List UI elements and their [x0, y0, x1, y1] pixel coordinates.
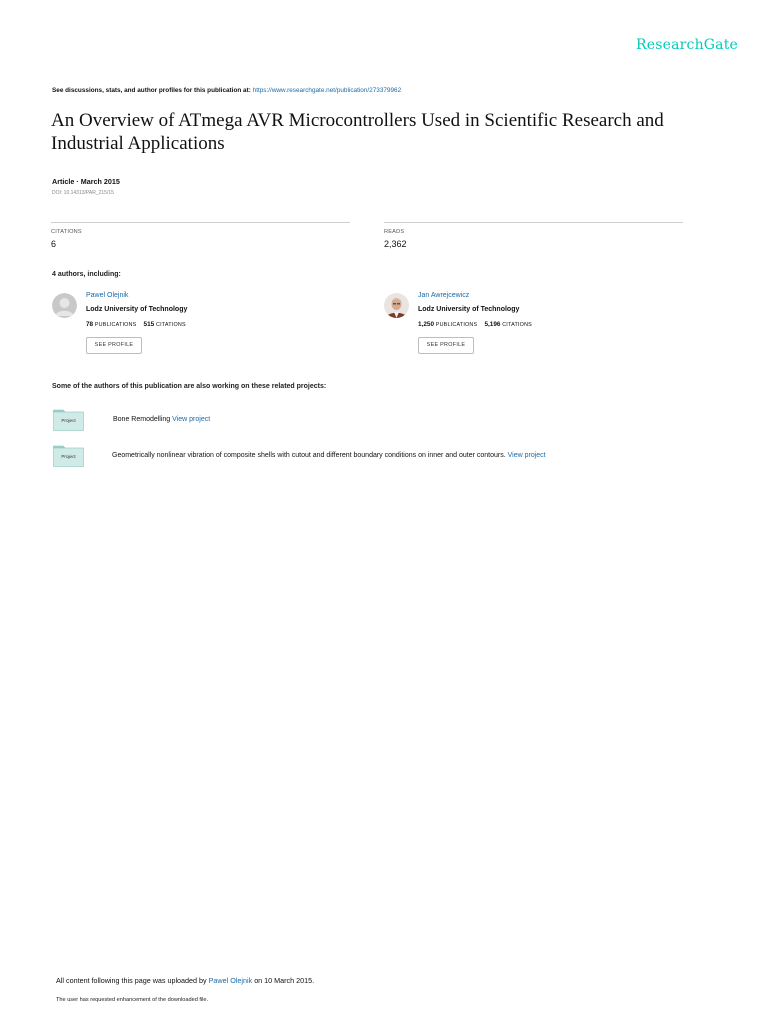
upload-prefix: All content following this page was uploaded by	[56, 976, 207, 985]
see-discussions-line	[52, 87, 401, 94]
publications-label: PUBLICATIONS	[94, 322, 137, 328]
project-folder-label: Project	[61, 454, 76, 459]
author-institution: Lodz University of Technology	[418, 306, 520, 313]
publications-label: PUBLICATIONS	[435, 322, 478, 328]
project-item	[112, 452, 546, 459]
see-profile-button[interactable]: SEE PROFILE	[86, 337, 142, 354]
author-name-link[interactable]: Pawel Olejnik	[86, 292, 129, 299]
author-citations-count: 5,196	[484, 321, 501, 328]
enhancement-note: The user has requested enhancement of the downloaded file.	[56, 997, 209, 1003]
citations-label: CITATIONS	[156, 322, 186, 328]
author-publications-count: 78	[86, 321, 94, 328]
author-citations-count: 515	[143, 321, 155, 328]
project-name: Bone Remodelling	[113, 416, 171, 423]
reads-label: READS	[384, 229, 405, 235]
view-project-link[interactable]: View project	[172, 416, 211, 423]
doi: DOI: 10.14313/PAR_215/15	[52, 190, 114, 196]
author-stats	[418, 321, 532, 328]
see-discussions-text: See discussions, stats, and author profiles for this publication at:	[52, 87, 251, 94]
citations-label: CITATIONS	[51, 229, 82, 235]
divider-right	[384, 222, 683, 223]
user-silhouette-icon	[52, 293, 77, 318]
related-projects-heading: Some of the authors of this publication are also working on these related projects:	[52, 383, 327, 390]
author-portrait-icon	[384, 293, 409, 318]
upload-info	[56, 976, 314, 985]
publication-url-link[interactable]: https://www.researchgate.net/publication/273379962	[252, 87, 402, 94]
reads-value: 2,362	[384, 239, 407, 249]
divider-left	[51, 222, 350, 223]
authors-heading: 4 authors, including:	[52, 271, 121, 278]
author-avatar-photo[interactable]	[384, 293, 409, 318]
project-name: Geometrically nonlinear vibration of composite shells with cutout and different boundary conditions on inner and outer contours.	[112, 452, 506, 459]
project-item	[113, 416, 210, 423]
article-type-date: Article · March 2015	[52, 177, 120, 186]
project-folder-icon[interactable]	[53, 409, 84, 431]
citations-label: CITATIONS	[502, 322, 532, 328]
author-institution: Lodz University of Technology	[86, 306, 188, 313]
author-publications-count: 1,250	[418, 321, 434, 328]
author-name-link[interactable]: Jan Awrejcewicz	[418, 292, 470, 299]
view-project-link[interactable]: View project	[507, 452, 546, 459]
author-stats	[86, 321, 186, 328]
project-folder-icon[interactable]	[53, 445, 84, 467]
upload-suffix: on 10 March 2015.	[254, 976, 315, 985]
uploader-link[interactable]: Pawel Olejnik	[208, 976, 253, 985]
see-profile-button[interactable]: SEE PROFILE	[418, 337, 474, 354]
publication-title: An Overview of ATmega AVR Microcontrollers Used in Scientific Research and Industrial Applications	[51, 110, 664, 154]
project-folder-label: Project	[61, 418, 76, 423]
author-avatar-placeholder[interactable]	[52, 293, 77, 318]
citations-value: 6	[51, 239, 57, 249]
researchgate-logo[interactable]: ResearchGate	[636, 37, 739, 53]
